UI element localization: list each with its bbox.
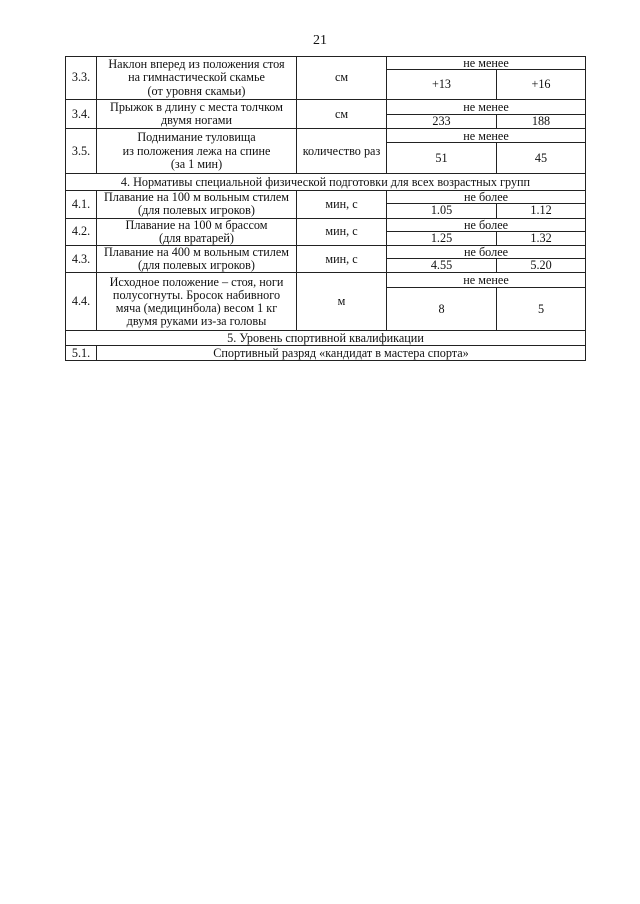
exercise-name (97, 129, 297, 174)
value-cell: 1.25 (387, 231, 497, 245)
qualifier-cell: не более (387, 246, 586, 259)
value-cell: 1.12 (497, 204, 586, 218)
exercise-name (97, 273, 297, 331)
table-row (66, 100, 586, 115)
table-row (66, 273, 586, 288)
qualifier-cell: не более (387, 218, 586, 231)
value-cell: 45 (497, 143, 586, 174)
norms-table (65, 56, 586, 361)
qualifier-cell: не менее (387, 129, 586, 143)
table-row (66, 129, 586, 143)
value-cell: 188 (497, 115, 586, 129)
row-number: 4.3. (66, 246, 97, 273)
exercise-name (97, 191, 297, 218)
value-cell: 4.55 (387, 259, 497, 273)
value-cell: +16 (497, 70, 586, 100)
exercise-line: (за 1 мин) (170, 156, 223, 171)
value-cell: 5.20 (497, 259, 586, 273)
section-title: 4. Нормативы специальной физической подготовки для всех возрастных групп (66, 174, 586, 191)
row-number: 3.4. (66, 100, 97, 129)
exercise-line: Плавание на 400 м вольным стилем (103, 245, 290, 260)
exercise-line: (от уровня скамьи) (147, 83, 246, 98)
unit-cell: мин, с (297, 246, 387, 273)
qualifier-cell: не менее (387, 273, 586, 288)
table-row (66, 246, 586, 259)
value-cell: 8 (387, 288, 497, 331)
exercise-line: Плавание на 100 м вольным стилем (103, 190, 290, 205)
exercise-line: двумя ногами (160, 113, 233, 128)
qualifier-cell: не менее (387, 100, 586, 115)
exercise-name (97, 100, 297, 129)
unit-cell: мин, с (297, 191, 387, 218)
unit-cell: м (297, 273, 387, 331)
value-cell: 1.32 (497, 231, 586, 245)
value-cell: 51 (387, 143, 497, 174)
exercise-name (97, 218, 297, 245)
section-title: 5. Уровень спортивной квалификации (66, 331, 586, 346)
exercise-line: из положения лежа на спине (122, 143, 271, 158)
row-number: 4.4. (66, 273, 97, 331)
exercise-line: Поднимание туловища (137, 130, 256, 145)
page-number: 21 (313, 33, 327, 48)
qualifier-cell: не менее (387, 57, 586, 70)
table-row (66, 218, 586, 231)
section-heading-row (66, 331, 586, 346)
exercise-line: Прыжок в длину с места толчком (110, 99, 283, 114)
table-row (66, 57, 586, 70)
exercise-name (97, 57, 297, 100)
exercise-line: (для полевых игроков) (138, 203, 255, 218)
qualification-text: Спортивный разряд «кандидат в мастера спорта» (97, 346, 586, 361)
section-heading-row (66, 174, 586, 191)
row-number: 3.5. (66, 129, 97, 174)
exercise-line: Плавание на 100 м брассом (125, 218, 268, 232)
exercise-line: Исходное положение – стоя, ноги (109, 274, 284, 289)
exercise-line: двумя руками из-за головы (126, 314, 267, 329)
value-cell: 1.05 (387, 204, 497, 218)
exercise-line: полусогнуты. Бросок набивного (112, 287, 281, 302)
table-row (66, 191, 586, 204)
unit-cell: см (297, 57, 387, 100)
unit-cell: количество раз (297, 129, 387, 174)
table-row (66, 346, 586, 361)
exercise-line: (для полевых игроков) (138, 258, 255, 273)
row-number: 4.2. (66, 218, 97, 245)
unit-cell: см (297, 100, 387, 129)
exercise-line: мяча (медицинбола) весом 1 кг (115, 300, 278, 315)
exercise-name (97, 246, 297, 273)
row-number: 3.3. (66, 57, 97, 100)
row-number: 4.1. (66, 191, 97, 218)
unit-cell: мин, с (297, 218, 387, 245)
row-number: 5.1. (66, 346, 97, 361)
exercise-line: (для вратарей) (159, 230, 234, 245)
qualifier-cell: не более (387, 191, 586, 204)
exercise-line: Наклон вперед из положения стоя (108, 57, 285, 72)
value-cell: 5 (497, 288, 586, 331)
exercise-line: на гимнастической скамье (128, 70, 265, 85)
value-cell: +13 (387, 70, 497, 100)
value-cell: 233 (387, 115, 497, 129)
